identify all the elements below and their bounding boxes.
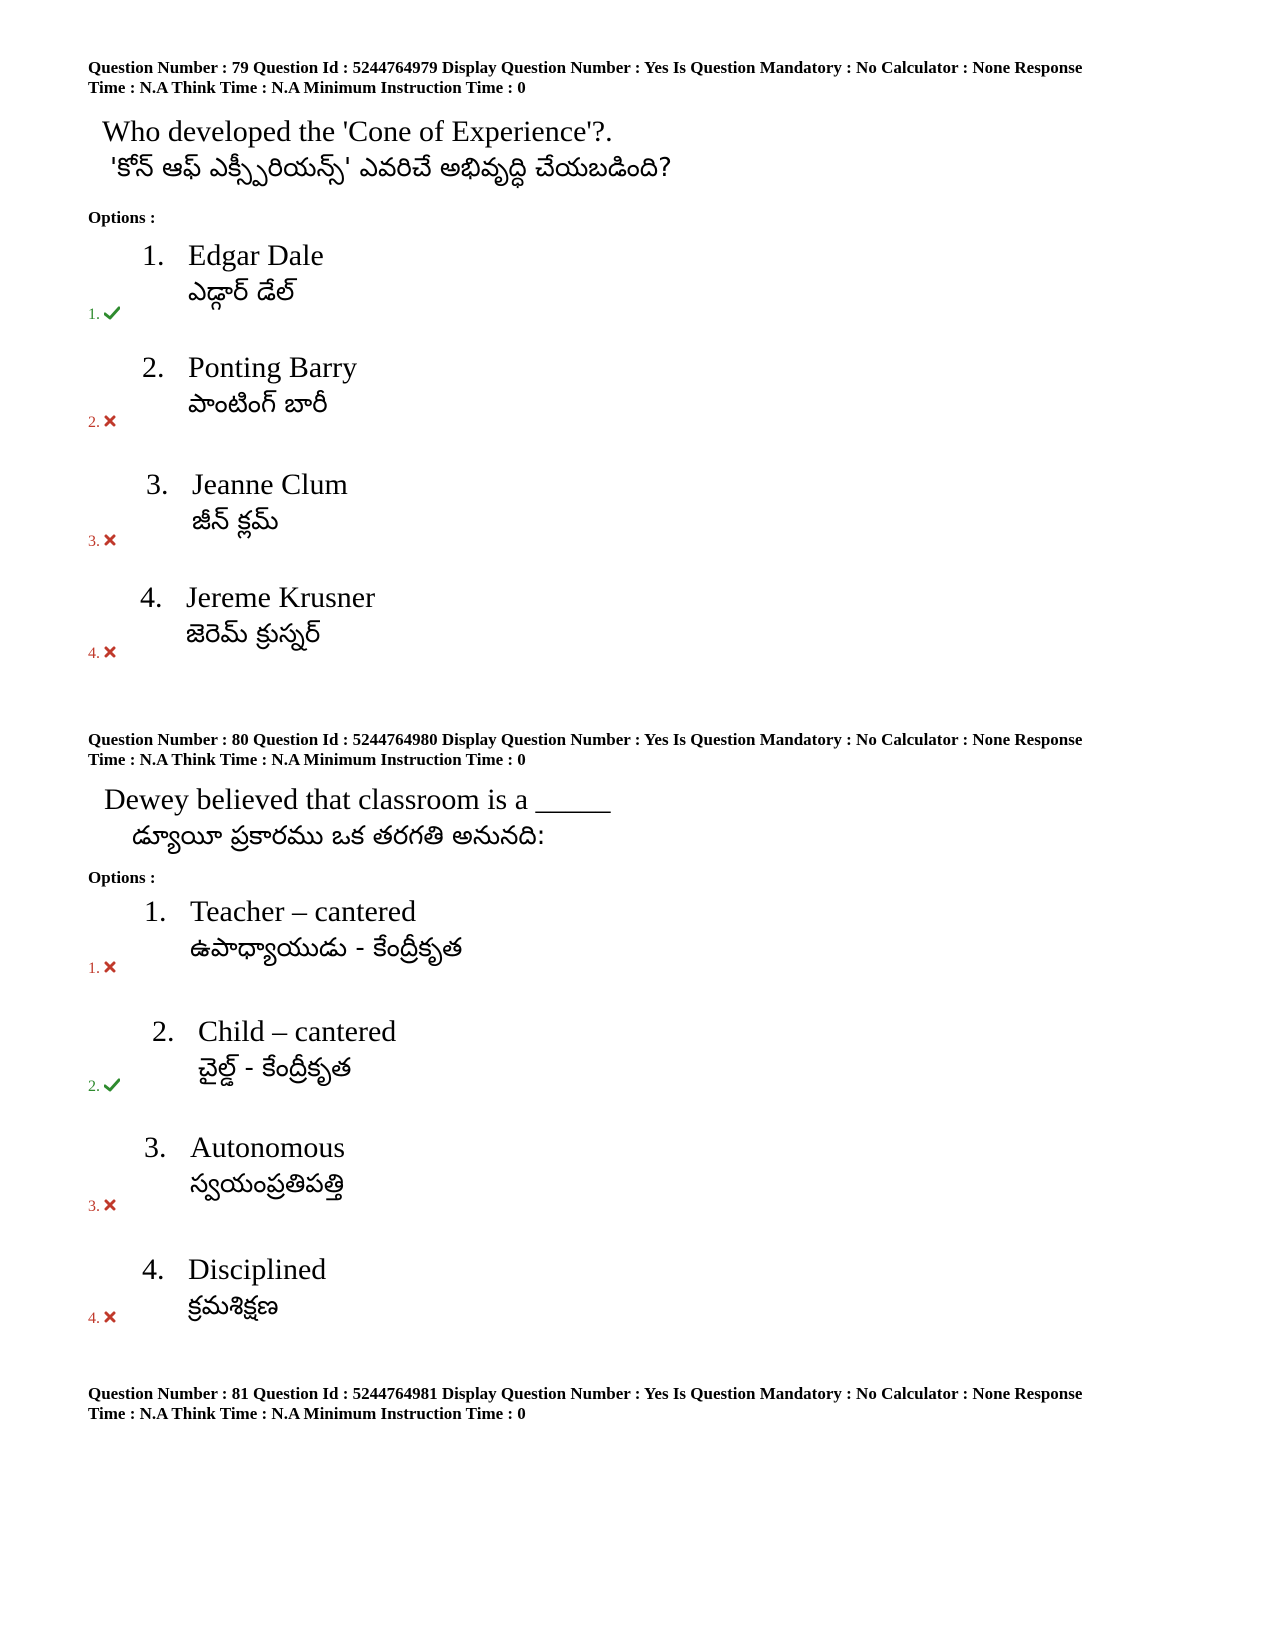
option-text-telugu: ఎడ్గార్ డేల్ [188,277,295,307]
option-79-2 [142,350,357,422]
option-text-english: Disciplined [188,1253,327,1286]
option-80-3-marker [88,1198,116,1216]
option-79-3-marker [88,533,116,551]
cross-icon [104,533,116,551]
cross-icon [104,1310,116,1328]
options-label: Options : [88,868,156,887]
option-80-4-marker [88,1310,116,1328]
question-meta-line: Time : N.A Think Time : N.A Minimum Instruction Time : 0 [88,750,526,769]
check-icon [104,1078,120,1097]
option-text-telugu: క్రమశిక్షణ [188,1291,279,1321]
question-79-meta [88,58,1198,98]
question-81-meta [88,1384,1198,1424]
option-text-telugu: జీన్ క్లమ్ [192,506,279,536]
question-79-text [102,114,672,186]
option-text-english: Child – cantered [198,1015,397,1048]
option-marker-number: 3. [88,533,100,550]
option-79-4 [140,580,375,652]
question-meta-line: Question Number : 81 Question Id : 5244764981 Display Question Number : Yes Is Question Mandatory : No Calculator : None Response [88,1384,1083,1403]
option-marker-number: 2. [88,414,100,431]
question-meta-line: Time : N.A Think Time : N.A Minimum Instruction Time : 0 [88,1404,526,1423]
option-80-2 [152,1014,396,1086]
option-80-1 [144,894,462,966]
option-80-2-marker [88,1078,120,1097]
option-79-3 [146,467,348,539]
option-text-telugu: స్వయంప్రతిపత్తి [190,1169,345,1199]
option-text-telugu: ఉపాధ్యాయుడు - కేంద్రీకృత [190,933,463,963]
options-label: Options : [88,208,156,227]
option-79-1-marker [88,306,120,325]
option-text-english: Ponting Barry [188,351,358,384]
option-marker-number: 4. [88,645,100,662]
option-text-english: Teacher – cantered [190,895,417,928]
option-marker-number: 4. [88,1310,100,1327]
option-80-4 [142,1252,326,1324]
option-number: 4. [142,1253,165,1286]
option-number: 1. [142,239,165,272]
question-80-text [104,782,611,854]
question-text-telugu: డ్యూయీ ప్రకారము ఒక తరగతి అనునది: [132,821,546,851]
question-meta-line: Time : N.A Think Time : N.A Minimum Instruction Time : 0 [88,78,526,97]
option-text-english: Edgar Dale [188,239,324,272]
option-number: 2. [142,351,165,384]
cross-icon [104,414,116,432]
question-80-meta [88,730,1198,770]
option-number: 2. [152,1015,175,1048]
cross-icon [104,1198,116,1216]
option-80-1-marker [88,960,116,978]
option-number: 3. [144,1131,167,1164]
option-text-telugu: జెరెమ్ క్రుస్నర్ [186,619,321,649]
option-79-2-marker [88,414,116,432]
question-text-english: Who developed the 'Cone of Experience'?. [102,115,613,148]
cross-icon [104,960,116,978]
option-text-english: Jeanne Clum [192,468,348,501]
option-number: 1. [144,895,167,928]
option-number: 3. [146,468,169,501]
option-79-1 [142,238,324,310]
question-meta-line: Question Number : 79 Question Id : 5244764979 Display Question Number : Yes Is Question Mandatory : No Calculator : None Response [88,58,1083,77]
option-text-telugu: చైల్డ్ - కేంద్రీకృత [198,1053,352,1083]
option-marker-number: 1. [88,960,100,977]
check-icon [104,306,120,325]
question-text-english: Dewey believed that classroom is a _____ [104,783,611,816]
option-text-english: Autonomous [190,1131,346,1164]
option-number: 4. [140,581,163,614]
option-79-4-marker [88,645,116,663]
question-meta-line: Question Number : 80 Question Id : 5244764980 Display Question Number : Yes Is Question Mandatory : No Calculator : None Response [88,730,1083,749]
option-marker-number: 1. [88,306,100,324]
question-text-telugu: 'కోన్ ఆఫ్ ఎక్స్పీరియన్స్' ఎవరిచే అభివృద్ధి చేయబడింది? [110,153,672,183]
option-text-telugu: పాంటింగ్ బారీ [188,389,328,419]
option-80-3 [144,1130,345,1202]
option-text-english: Jereme Krusner [186,581,376,614]
option-marker-number: 2. [88,1078,100,1096]
option-marker-number: 3. [88,1198,100,1215]
cross-icon [104,645,116,663]
